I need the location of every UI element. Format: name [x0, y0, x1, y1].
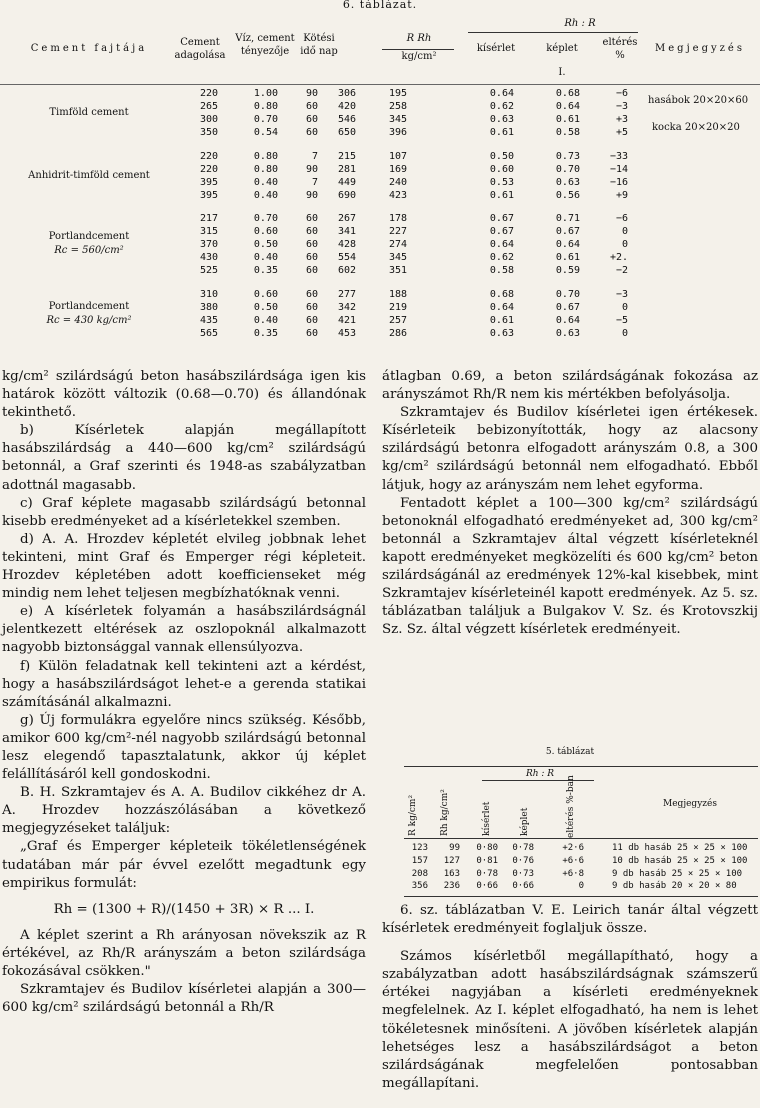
table-cell: 60 — [305, 225, 318, 237]
table-cell: 0.53 — [489, 176, 514, 188]
table-cell: −14 — [609, 163, 628, 175]
table-cell: 0·73 — [512, 868, 534, 879]
table-cell: 0.64 — [489, 238, 514, 250]
table-cell: 395 — [199, 176, 218, 188]
cement-type-label: Portlandcement Rc = 560/cm² — [48, 231, 130, 257]
table-cell: 306 — [337, 88, 356, 99]
table-cell: +2·6 — [562, 843, 584, 853]
table-cell: 0.40 — [253, 251, 278, 263]
table-row — [0, 288, 760, 301]
table-row — [0, 176, 760, 189]
table-cell: 0·66 — [476, 881, 498, 892]
table-cell: 0.68 — [555, 88, 580, 99]
header-ratio: Rh : R — [564, 18, 596, 29]
paragraph: B. H. Szkramtajev és A. A. Budilov cikkéhez dr A. A. Hrozdev hozzászólásában a következő megjegyzéseket találjuk: — [2, 785, 366, 837]
table-cell: 0.59 — [555, 264, 580, 276]
table-cell: 421 — [337, 314, 356, 326]
table-cell: 350 — [199, 126, 218, 138]
table-cell: 90 — [305, 189, 318, 201]
t5-header-remark: Megjegyzés — [663, 799, 717, 809]
table-cell: 380 — [199, 301, 218, 313]
table-cell: 0.70 — [555, 289, 580, 300]
table-cell: 310 — [199, 289, 218, 300]
paragraph: Fentadott képlet a 100—300 kg/cm² szilárdságú betonoknál elfogadható eredményeket ad, 300 kg/cm² betonnál a Szkramtajev által végzett kísérleteknél kapott eredményeket megközelíti és 600 kg/cm² beton szilárdságánál az eredmények 12%-kal kisebbek, mint Szkramtajev kísérleteinél kapott eredmények. Az 5. sz. táblázatban találjuk a Bulgakov V. Sz. és Krotovszkij Sz. Sz. által végzett kísérletek eredményeit. — [382, 495, 758, 638]
table-cell: 163 — [443, 868, 460, 879]
table-cell: 0.61 — [555, 113, 580, 125]
table-cell: 0.61 — [489, 126, 514, 138]
table-cell: +3 — [615, 113, 628, 125]
formula: Rh = (1300 + R)/(1450 + 3R) × R ... I. — [53, 901, 315, 917]
header-remark: Megjegyzés — [655, 43, 745, 54]
table-cell: 0.70 — [253, 213, 278, 224]
table-row — [0, 314, 760, 327]
table-row — [0, 113, 760, 126]
table-cell: −3 — [615, 289, 628, 300]
table-cell: 281 — [337, 163, 356, 175]
table-row — [0, 126, 760, 139]
paragraph: d) A. A. Hrozdev képletét elvileg jobbnak lehet tekinteni, mint Graf és Emperger régi képleteit. Hrozdev képletében adott koefficienseket még mindig nem lehet teljesen megbízhatóknak venni. — [2, 531, 366, 602]
right-column-lower — [382, 902, 758, 1093]
table-cell: 602 — [337, 264, 356, 276]
header-wc: Víz, cement tényezője — [235, 33, 295, 57]
table-cell: 0·81 — [476, 855, 498, 866]
t5-header-ratio: Rh : R — [525, 769, 555, 779]
table-cell: 0.61 — [489, 314, 514, 326]
paragraph: 6. sz. táblázatban V. E. Leirich tanár által végzett kísérletek eredményeit foglaljuk össze. — [382, 903, 758, 937]
table-cell: 257 — [388, 314, 407, 326]
table-cell: 286 — [388, 327, 407, 339]
table-cell: −33 — [609, 151, 628, 162]
table-cell: 0.70 — [555, 163, 580, 175]
table-cell: 0.60 — [253, 225, 278, 237]
t5-header-r: R kg/cm² — [408, 794, 418, 836]
table-cell: 169 — [388, 163, 407, 175]
table-cell: 277 — [337, 289, 356, 300]
table-row — [0, 868, 760, 881]
table-cell: 525 — [199, 264, 218, 276]
table-cell: 453 — [337, 327, 356, 339]
table-cell: 0.60 — [489, 163, 514, 175]
table-cell: 430 — [199, 251, 218, 263]
table-cell: 0 — [621, 301, 628, 313]
paragraph: A képlet szerint a Rh arányosan növekszik az R értékével, az Rh/R arányszám a beton szilárdsága fokozásával csökken." — [2, 927, 366, 979]
header-diff: eltérés % — [602, 37, 638, 61]
table-cell: 60 — [305, 238, 318, 250]
paragraph: c) Graf képlete magasabb szilárdságú betonnal kisebb eredményeket ad a kísérletekkel szemben. — [2, 495, 366, 529]
table-cell: 0.40 — [253, 314, 278, 326]
table-cell: 554 — [337, 251, 356, 263]
paragraph: Szkramtajev és Budilov kísérletei igen értékesek. Kísérleteik bebizonyították, hogy az alacsony szilárdságú betonra elfogadott arányszám 0.8, a 300 kg/cm² szilárdságú betonnál nem elfogadható. Ebből látjuk, hogy az arányszám nem lehet egyforma. — [382, 405, 758, 493]
paragraph: b) Kísérletek alapján megállapított hasábszilárdság a 440—600 kg/cm² szilárdságú betonnál, a Graf szerinti és 1948-as szabályzatban adottnál magasabb. — [2, 423, 366, 493]
table-cell: 208 — [411, 868, 428, 879]
table6-caption: 6. táblázat. — [342, 0, 418, 11]
table-row — [0, 225, 760, 238]
table-cell: 0.70 — [253, 113, 278, 125]
table-cell: 0.62 — [489, 100, 514, 112]
table-cell: 9 db hasáb 25 × 25 × 100 — [612, 868, 743, 879]
table-cell: 0.61 — [489, 189, 514, 201]
table-cell: −2 — [615, 264, 628, 276]
table-cell: 0.35 — [253, 327, 278, 339]
remark-cube: kocka 20×20×20 — [652, 122, 740, 133]
table-cell: 0·78 — [476, 868, 498, 879]
table-row — [0, 880, 760, 893]
table-cell: 0.64 — [489, 88, 514, 99]
table-cell: 127 — [443, 855, 460, 866]
table-cell: 9 db hasáb 20 × 20 × 80 — [612, 881, 737, 892]
paragraph: f) Külön feladatnak kell tekinteni azt a kérdést, hogy a hasábszilárdságot lehet-e a gerenda statikai számításánál alkalmazni. — [2, 658, 366, 710]
table-cell: 7 — [311, 151, 318, 162]
table-cell: 60 — [305, 213, 318, 224]
paragraph: Számos kísérletből megállapítható, hogy a szabályzatban adott hasábszilárdságnak számszerű értékei nagyjában a kísérleti eredményeknek megfelelnek. Az I. képlet elfogadható, ha nem is lehet tökéletesnek minősíteni. A jövőben kísérletek alapján lehetséges lesz a hasábszilárdságot a beton szilárdságának megfelelően pontosabban megállapítani. — [382, 949, 758, 1091]
table-cell: 0 — [578, 881, 584, 892]
table-cell: 0.63 — [555, 327, 580, 339]
cement-type-label: Anhidrit-timföld cement — [28, 169, 150, 181]
table-cell: 60 — [305, 126, 318, 138]
table-cell: 0.64 — [555, 100, 580, 112]
table-cell: 0.40 — [253, 189, 278, 201]
table-cell: 0.50 — [489, 151, 514, 162]
header-dose: Cement adagolása — [174, 37, 226, 61]
table-cell: 423 — [388, 189, 407, 201]
table-row — [0, 163, 760, 176]
table-row — [0, 100, 760, 113]
table-cell: 0.35 — [253, 264, 278, 276]
table-cell: 650 — [337, 126, 356, 138]
table-cell: 341 — [337, 225, 356, 237]
table-cell: 0.54 — [253, 126, 278, 138]
table-cell: 220 — [199, 88, 218, 99]
table-row — [0, 150, 760, 163]
table-cell: 342 — [337, 301, 356, 313]
table-cell: 0.63 — [555, 176, 580, 188]
header-age: Kötési idő nap — [300, 33, 338, 57]
table-cell: 0.50 — [253, 301, 278, 313]
table-cell: 0.80 — [253, 163, 278, 175]
table-cell: 395 — [199, 189, 218, 201]
table-cell: 435 — [199, 314, 218, 326]
table-cell: 345 — [388, 113, 407, 125]
header-unit: kg/cm² — [401, 51, 437, 62]
table-row — [0, 87, 760, 100]
table-cell: 396 — [388, 126, 407, 138]
table-cell: 420 — [337, 100, 356, 112]
header-r-rh: R Rh — [406, 33, 432, 44]
table-cell: 0.64 — [555, 238, 580, 250]
table-row — [0, 212, 760, 225]
table-cell: 0.73 — [555, 151, 580, 162]
table-cell: 220 — [199, 151, 218, 162]
table-cell: 267 — [337, 213, 356, 224]
paragraph: Szkramtajev és Budilov kísérletei alapján a 300—600 kg/cm² szilárdságú betonnál a Rh/R — [2, 982, 366, 1016]
table-cell: 0.62 — [489, 251, 514, 263]
table-cell: 0 — [621, 225, 628, 237]
table-cell: 99 — [449, 843, 460, 853]
table-cell: +9 — [615, 189, 628, 201]
paragraph: e) A kísérletek folyamán a hasábszilárdságnál jelentkezett eltérések az oszlopoknál alkalmazott nagyobb biztonsággal vannak ellensúlyozva. — [2, 604, 366, 656]
table-cell: 0·66 — [512, 881, 534, 892]
table-cell: 0.50 — [253, 238, 278, 250]
table-cell: 188 — [388, 289, 407, 300]
table-cell: 0.67 — [489, 225, 514, 237]
table-cell: +6·6 — [562, 855, 584, 866]
table-cell: 60 — [305, 100, 318, 112]
table-cell: 60 — [305, 301, 318, 313]
table-cell: 356 — [411, 881, 428, 892]
table-cell: 690 — [337, 189, 356, 201]
table-cell: 90 — [305, 163, 318, 175]
table-cell: +6·8 — [562, 868, 584, 879]
table-cell: 60 — [305, 251, 318, 263]
table-cell: 215 — [337, 151, 356, 162]
table-cell: 0.71 — [555, 213, 580, 224]
table-row — [0, 251, 760, 264]
table-cell: 0 — [621, 327, 628, 339]
table-cell: 0.67 — [489, 213, 514, 224]
table-cell: 258 — [388, 100, 407, 112]
table-row — [0, 327, 760, 340]
right-column — [382, 368, 758, 639]
paragraph: „Graf és Emperger képleteik tökéletlenségének tudatában már pár évvel ezelőtt megadtunk egy empirikus formulát: — [2, 839, 366, 891]
table-cell: 300 — [199, 113, 218, 125]
table-cell: 60 — [305, 327, 318, 339]
table-cell: 60 — [305, 314, 318, 326]
paragraph: átlagban 0.69, a beton szilárdságának fokozása az arányszámot Rh/R nem kis mértékben befolyásolja. — [382, 369, 758, 403]
table-cell: 0.80 — [253, 100, 278, 112]
table-cell: 428 — [337, 238, 356, 250]
table-cell: 0.63 — [489, 113, 514, 125]
table-cell: 0.80 — [253, 151, 278, 162]
table-cell: 123 — [411, 843, 428, 853]
table-cell: −5 — [615, 314, 628, 326]
table-cell: 107 — [388, 151, 407, 162]
table-cell: 565 — [199, 327, 218, 339]
table-cell: 0.67 — [555, 301, 580, 313]
table-cell: 0.58 — [489, 264, 514, 276]
table-row — [0, 855, 760, 868]
table-cell: 0.56 — [555, 189, 580, 201]
table-row — [0, 264, 760, 277]
table-cell: 0.63 — [489, 327, 514, 339]
table-row — [0, 842, 760, 855]
paragraph: g) Új formulákra egyelőre nincs szükség. Később, amikor 600 kg/cm²-nél nagyobb szilárdságú betonnal lesz elegendő tapasztalatunk, akkor új képlet felállításáról kell gondoskodni. — [2, 712, 366, 783]
table-cell: 0.64 — [555, 314, 580, 326]
paragraph: kg/cm² szilárdságú beton hasábszilárdsága igen kis határok között változik (0.68—0.70) és állandónak tekinthető. — [2, 369, 366, 421]
header-formula: képlet — [546, 43, 578, 54]
header-experiment: kísérlet — [476, 43, 516, 54]
table-cell: 274 — [388, 238, 407, 250]
table-cell: −16 — [609, 176, 628, 188]
table-cell: 10 db hasáb 25 × 25 × 100 — [612, 855, 748, 866]
table-cell: 351 — [388, 264, 407, 276]
table-cell: 546 — [337, 113, 356, 125]
t5-header-formula: képlet — [520, 807, 530, 836]
table-cell: 60 — [305, 113, 318, 125]
table-cell: 227 — [388, 225, 407, 237]
table-cell: 240 — [388, 176, 407, 188]
table-cell: 157 — [411, 855, 428, 866]
table-cell: 219 — [388, 301, 407, 313]
header-cement-type: Cement fajtája — [30, 43, 148, 54]
table-cell: 0.58 — [555, 126, 580, 138]
table5-caption: 5. táblázat — [545, 747, 595, 757]
cement-type-label: Portlandcement Rc = 430 kg/cm² — [46, 300, 132, 326]
table-cell: 60 — [305, 289, 318, 300]
table-cell: 0.64 — [489, 301, 514, 313]
table-cell: 220 — [199, 163, 218, 175]
table-cell: 1.00 — [253, 88, 278, 99]
table-cell: 217 — [199, 213, 218, 224]
header-formula-sub: I. — [558, 67, 566, 78]
table-cell: 0.60 — [253, 289, 278, 300]
table-cell: 0·76 — [512, 855, 534, 866]
table-cell: 11 db hasáb 25 × 25 × 100 — [612, 843, 748, 853]
table-cell: 0.67 — [555, 225, 580, 237]
table-cell: 315 — [199, 225, 218, 237]
table-cell: 0·80 — [476, 843, 498, 853]
table-row — [0, 238, 760, 251]
table-row — [0, 189, 760, 202]
table-cell: 265 — [199, 100, 218, 112]
t5-header-experiment: kísérlet — [482, 801, 492, 836]
table-cell: +5 — [615, 126, 628, 138]
table-cell: 236 — [443, 881, 460, 892]
table-cell: −6 — [615, 88, 628, 99]
table-cell: 0.68 — [489, 289, 514, 300]
table-row — [0, 301, 760, 314]
table-cell: 0.40 — [253, 176, 278, 188]
table-cell: −3 — [615, 100, 628, 112]
left-column — [2, 368, 366, 1017]
table-cell: 90 — [305, 88, 318, 99]
remark-prism: hasábok 20×20×60 — [648, 95, 749, 106]
table-cell: 60 — [305, 264, 318, 276]
table-cell: 7 — [311, 176, 318, 188]
table-cell: −6 — [615, 213, 628, 224]
table-cell: 370 — [199, 238, 218, 250]
table-cell: 0 — [621, 238, 628, 250]
t5-header-diff: eltérés %-ban — [566, 775, 576, 838]
cement-type-label: Timföld cement — [49, 106, 129, 118]
table-cell: 178 — [388, 213, 407, 224]
t5-header-rh: Rh kg/cm² — [440, 789, 450, 836]
table-cell: 345 — [388, 251, 407, 263]
table-cell: 0.61 — [555, 251, 580, 263]
table-cell: 195 — [388, 88, 407, 99]
table-cell: 449 — [337, 176, 356, 188]
table-cell: 0·78 — [512, 843, 534, 853]
table-cell: +2. — [609, 251, 628, 263]
